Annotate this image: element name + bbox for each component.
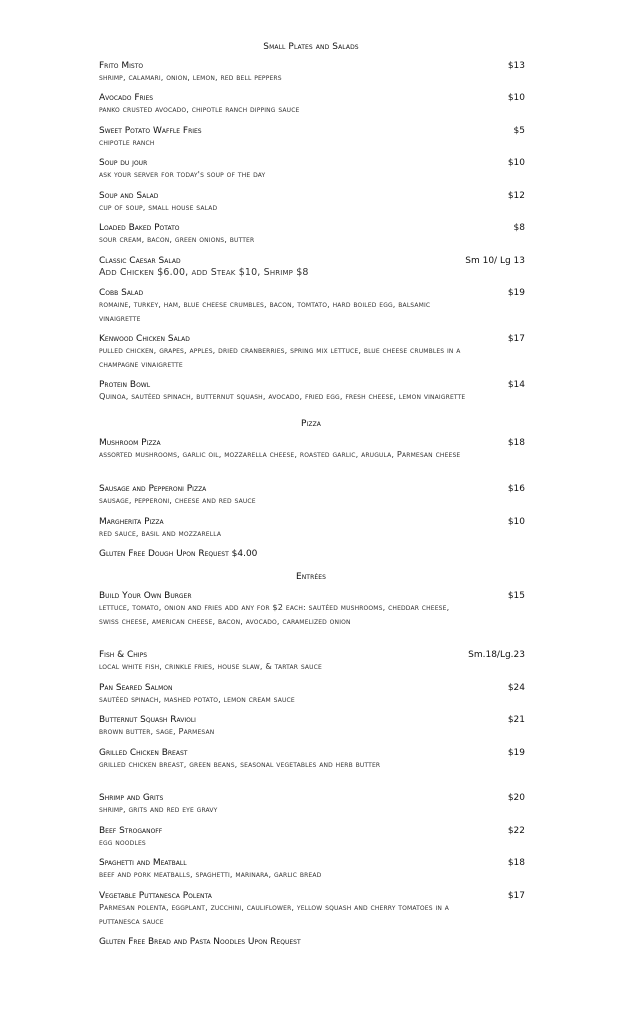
item-price: $18 [507,858,525,868]
item-name: Beef Stroganoff [99,826,163,836]
item-name: Vegetable Puttanesca Polenta [99,891,212,901]
item-description: shrimp, grits and red eye gravy [99,804,218,814]
menu-item-grilled-chicken-breast [99,748,525,772]
menu-item-avocado-fries [99,93,525,117]
item-description: beef and pork meatballs, spaghetti, marinara, garlic bread [99,869,322,879]
item-name: Butternut Squash Ravioli [99,715,196,725]
item-price: $15 [507,591,525,601]
item-description: romaine, turkey, ham, blue cheese crumbles, bacon, tomtato, hard boiled egg, balsamic vinaigrette [99,299,431,323]
item-price: $12 [507,191,525,201]
item-price: $5 [513,126,525,136]
item-name: Avocado Fries [99,93,154,103]
item-name: Sweet Potato Waffle Fries [99,126,202,136]
item-name: Protein Bowl [99,380,151,390]
item-price: $19 [507,748,525,758]
item-description: brown butter, sage, Parmesan [99,726,215,736]
item-name: Soup du jour [99,158,148,168]
menu-item-spaghetti-and-meatball [99,858,525,882]
item-name: Loaded Baked Potato [99,223,180,233]
item-description: lettuce, tomato, onion and fries add any for $2 each: sautéed mushrooms, cheddar cheese, swiss cheese, american cheese, bacon, avocado, caramelized onion [99,602,450,626]
item-description: red sauce, basil and mozzarella [99,528,222,538]
item-price: $10 [507,517,525,527]
item-description: panko crusted avocado, chipotle ranch dipping sauce [99,104,300,114]
pizza-gluten-free-note: Gluten Free Dough Upon Request $4.00 [99,549,258,559]
item-description: Quinoa, sautéed spinach, butternut squash, avocado, fried egg, fresh cheese, lemon vinaigrette [99,391,466,401]
item-price: $20 [507,793,525,803]
menu-item-mushroom-pizza [99,438,525,462]
section-title-entrees: Entrées [295,572,327,582]
item-price: $18 [507,438,525,448]
item-description: chipotle ranch [99,137,155,147]
menu-item-classic-caesar-salad [99,256,525,280]
menu-item-pan-seared-salmon [99,683,525,707]
item-description: sautéed spinach, mashed potato, lemon cream sauce [99,694,295,704]
menu-item-kenwood-chicken-salad [99,334,525,371]
menu-item-soup-and-salad [99,191,525,215]
item-price: $19 [507,288,525,298]
item-price: $14 [507,380,525,390]
item-price: $10 [507,93,525,103]
item-description: Add Chicken $6.00, add Steak $10, Shrimp $8 [99,267,309,278]
item-description: ask your server for today's soup of the day [99,169,266,179]
item-description: shrimp, calamari, onion, lemon, red bell peppers [99,72,282,82]
item-price: $13 [507,61,525,71]
item-price: $17 [507,334,525,344]
item-name: Sausage and Pepperoni Pizza [99,484,207,494]
item-name: Soup and Salad [99,191,159,201]
item-description: sour cream, bacon, green onions, butter [99,234,255,244]
item-description: grilled chicken breast, green beans, seasonal vegetables and herb butter [99,759,381,769]
item-price: Sm.18/Lg.23 [468,650,525,660]
item-name: Shrimp and Grits [99,793,164,803]
menu-item-soup-du-jour [99,158,525,182]
item-name: Build Your Own Burger [99,591,192,601]
item-name: Spaghetti and Meatball [99,858,187,868]
item-description: Parmesan polenta, eggplant, zucchini, cauliflower, yellow squash and cherry tomatoes in a puttanesca sauce [99,902,450,926]
menu-item-sausage-pepperoni-pizza [99,484,525,508]
item-name: Pan Seared Salmon [99,683,173,693]
menu-item-butternut-squash-ravioli [99,715,525,739]
item-price: $16 [507,484,525,494]
menu-item-shrimp-and-grits [99,793,525,817]
item-name: Frito Misto [99,61,144,71]
item-price: $24 [507,683,525,693]
item-description: local white fish, crinkle fries, house slaw, & tartar sauce [99,661,322,671]
item-name: Margherita Pizza [99,517,164,527]
item-price: $8 [513,223,525,233]
item-name: Mushroom Pizza [99,438,161,448]
item-description: assorted mushrooms, garlic oil, mozzarella cheese, roasted garlic, arugula, Parmesan cheese [99,449,461,459]
item-name: Fish & Chips [99,650,147,660]
item-name: Classic Caesar Salad [99,256,181,266]
section-title-small-plates: Small Plates and Salads [263,42,359,52]
entrees-gluten-free-note: Gluten Free Bread and Pasta Noodles Upon Request [99,937,301,947]
item-price: $17 [507,891,525,901]
menu-item-build-your-own-burger [99,591,525,628]
item-price: Sm 10/ Lg 13 [465,256,525,266]
item-name: Cobb Salad [99,288,144,298]
menu-item-loaded-baked-potato [99,223,525,247]
item-price: $22 [507,826,525,836]
menu-item-protein-bowl [99,380,525,404]
item-description: egg noodles [99,837,146,847]
menu-item-sweet-potato-waffle-fries [99,126,525,150]
item-name: Grilled Chicken Breast [99,748,188,758]
menu-item-margherita-pizza [99,517,525,541]
item-name: Kenwood Chicken Salad [99,334,190,344]
menu-item-beef-stroganoff [99,826,525,850]
item-description: cup of soup, small house salad [99,202,218,212]
menu-item-cobb-salad [99,288,525,325]
menu-item-fish-and-chips [99,650,525,674]
item-description: pulled chicken, grapes, apples, dried cranberries, spring mix lettuce, blue cheese crumbles in a champagne vinaigrette [99,345,461,369]
item-price: $10 [507,158,525,168]
section-title-pizza: Pizza [300,419,322,429]
item-description: sausage, pepperoni, cheese and red sauce [99,495,256,505]
menu-item-frito-misto [99,61,525,85]
item-price: $21 [507,715,525,725]
menu-item-vegetable-puttanesca-polenta [99,891,525,928]
